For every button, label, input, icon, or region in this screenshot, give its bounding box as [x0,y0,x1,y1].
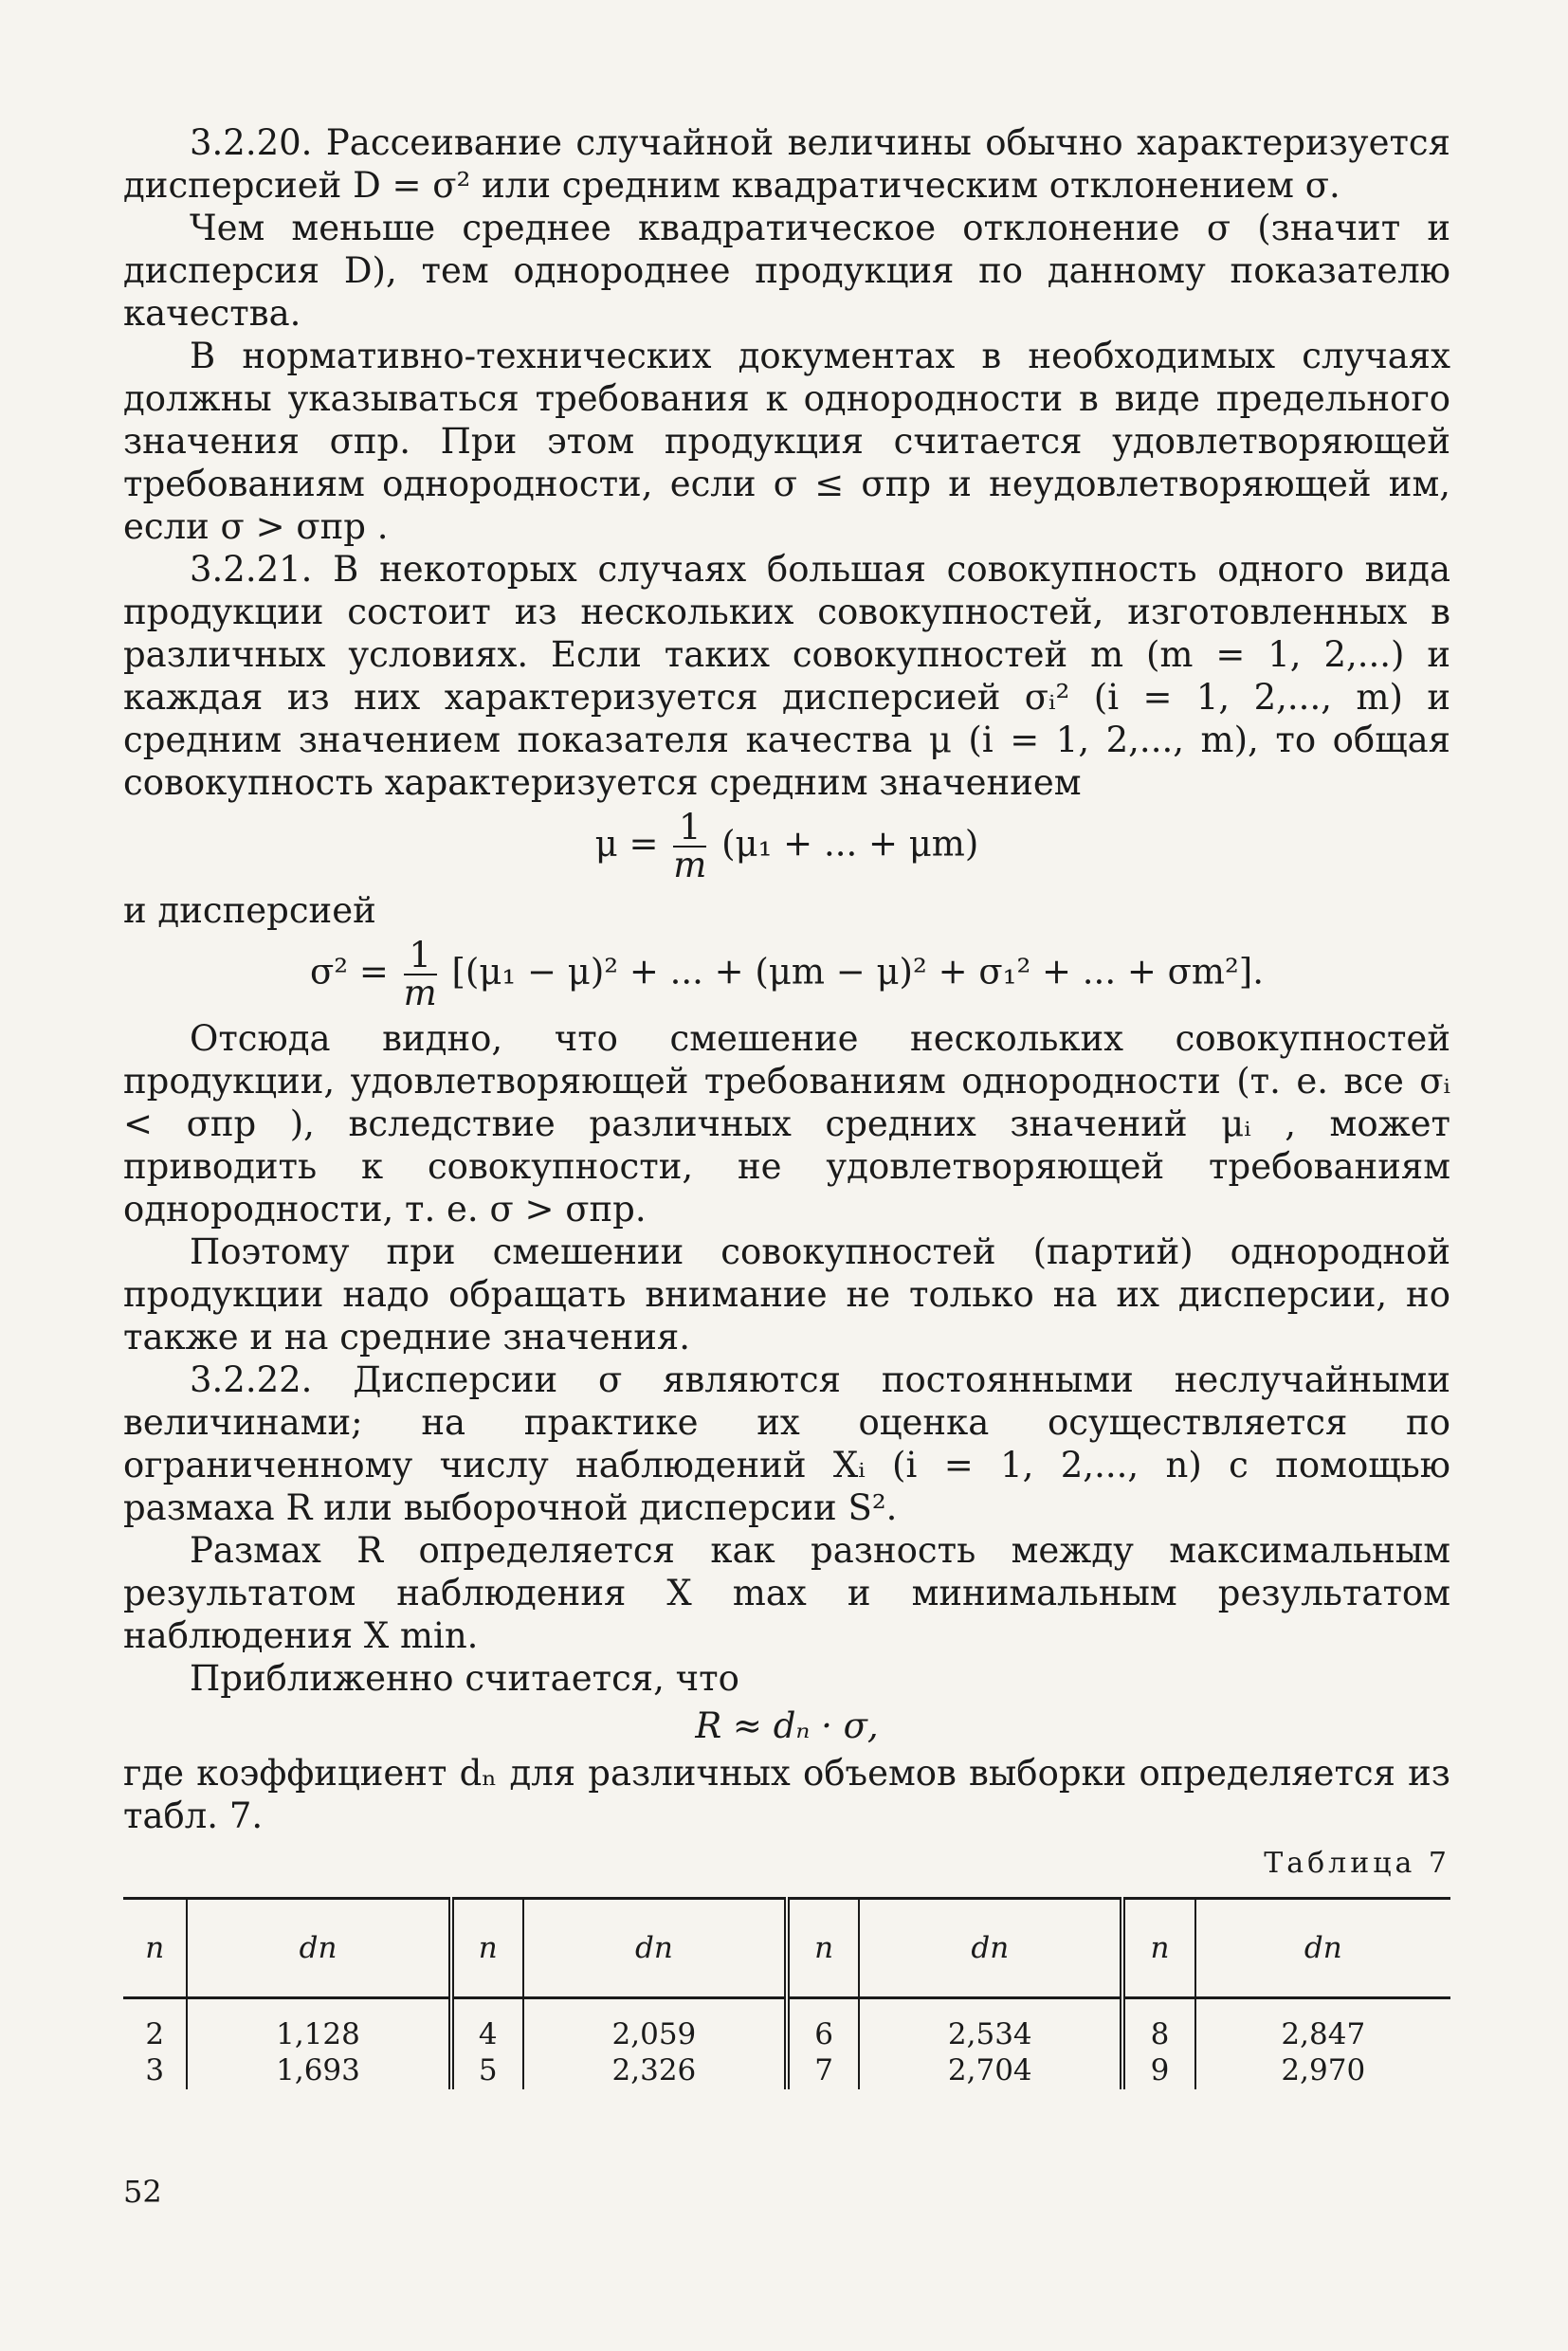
table-header-cell: dn [187,1899,450,1998]
table-cell: 2,059 2,326 [523,1998,787,2090]
table-cell: 8 9 [1122,1998,1194,2090]
paragraph-sigma-homogeneity: Чем меньше среднее квадратическое отклонение σ (значит и дисперсия D), тем однороднее продукция по данному показателю качества. [123,208,1450,334]
table-header-cell: n [1122,1899,1194,1998]
page-body [123,121,1450,2089]
paragraph-mixing-populations: Отсюда видно, что смешение нескольких совокупностей продукции, удовлетворяющей требованиям однородности (т. е. все σᵢ < σпр ), вследствие различных средних значений μᵢ , может приводить к совокупности, не удовлетворяющей требованиям однородности, т. е. σ > σпр. [123,1018,1450,1230]
table-header-cell: n [451,1899,523,1998]
table-cell: 1,128 1,693 [187,1998,450,2090]
table-cell: 2,534 2,704 [859,1998,1122,2090]
paragraph-range-definition: Размах R определяется как разность между максимальным результатом наблюдения X max и минимальным результатом наблюдения X min. [123,1530,1450,1656]
table-cell: 6 7 [787,1998,859,2090]
formula-mean-numerator: 1 [673,810,706,847]
table-header-cell: n [123,1899,187,1998]
formula-mean-right: (μ₁ + ... + μm) [721,823,979,865]
table-header-cell: dn [859,1899,1122,1998]
formula-variance-denominator: m [403,973,437,1013]
formula-mean [123,807,1450,885]
table-header-cell: n [787,1899,859,1998]
table-cell: 2 3 [123,1998,187,2090]
formula-variance [123,935,1450,1013]
paragraph-attention-means: Поэтому при смешении совокупностей (партий) однородной продукции надо обращать внимание не только на их дисперсии, но также и на средние значения. [123,1231,1450,1358]
paragraph-coefficient: где коэффициент dₙ для различных объемов выборки определяется из табл. 7. [123,1753,1450,1836]
formula-variance-numerator: 1 [404,938,437,975]
paragraph-and-variance: и дисперсией [123,890,376,931]
paragraph-3-2-22: 3.2.22. Дисперсии σ являются постоянными неслучайными величинами; на практике их оценка осуществляется по ограниченному числу наблюдений Xᵢ (i = 1, 2,..., n) с помощью размаха R или выборочной дисперсии S². [123,1359,1450,1528]
table-header-cell: dn [523,1899,787,1998]
table-header-cell: dn [1304,1931,1342,1965]
formula-variance-left: σ² = [310,951,389,993]
formula-mean-left: μ = [594,823,659,865]
table-cell: 4 5 [451,1998,523,2090]
formula-variance-right: [(μ₁ − μ)² + ... + (μm − μ)² + σ₁² + ... + σm²]. [451,951,1264,993]
table-cell: 2,847 2,970 [1281,2017,1366,2087]
page-number: 52 [123,2174,162,2210]
table-header-row [123,1899,1450,1998]
table-7 [123,1897,1450,2089]
paragraph-3-2-20: 3.2.20. Рассеивание случайной величины обычно характеризуется дисперсией D = σ² или средним квадратическим отклонением σ. [123,122,1450,206]
formula-mean-denominator: m [673,845,707,885]
table-caption: Таблица 7 [1264,1847,1450,1880]
formula-range: R ≈ dₙ · σ, [695,1705,879,1746]
paragraph-approximately: Приближенно считается, что [190,1658,739,1699]
table-row [123,1998,1450,2090]
formula-variance-fraction [403,935,437,1013]
paragraph-ntd-requirements: В нормативно-технических документах в необходимых случаях должны указываться требования к однородности в виде предельного значения σпр. При этом продукция считается удовлетворяющей требованиям однородности, если σ ≤ σпр и неудовлетворяющей им, если σ > σпр . [123,336,1450,547]
formula-mean-fraction [673,807,707,885]
paragraph-3-2-21: 3.2.21. В некоторых случаях большая совокупность одного вида продукции состоит из нескольких совокупностей, изготовленных в различных условиях. Если таких совокупностей m (m = 1, 2,...) и каждая из них характеризуется дисперсией σᵢ² (i = 1, 2,..., m) и средним значением показателя качества μ (i = 1, 2,..., m), то общая совокупность характеризуется средним значением [123,549,1450,803]
